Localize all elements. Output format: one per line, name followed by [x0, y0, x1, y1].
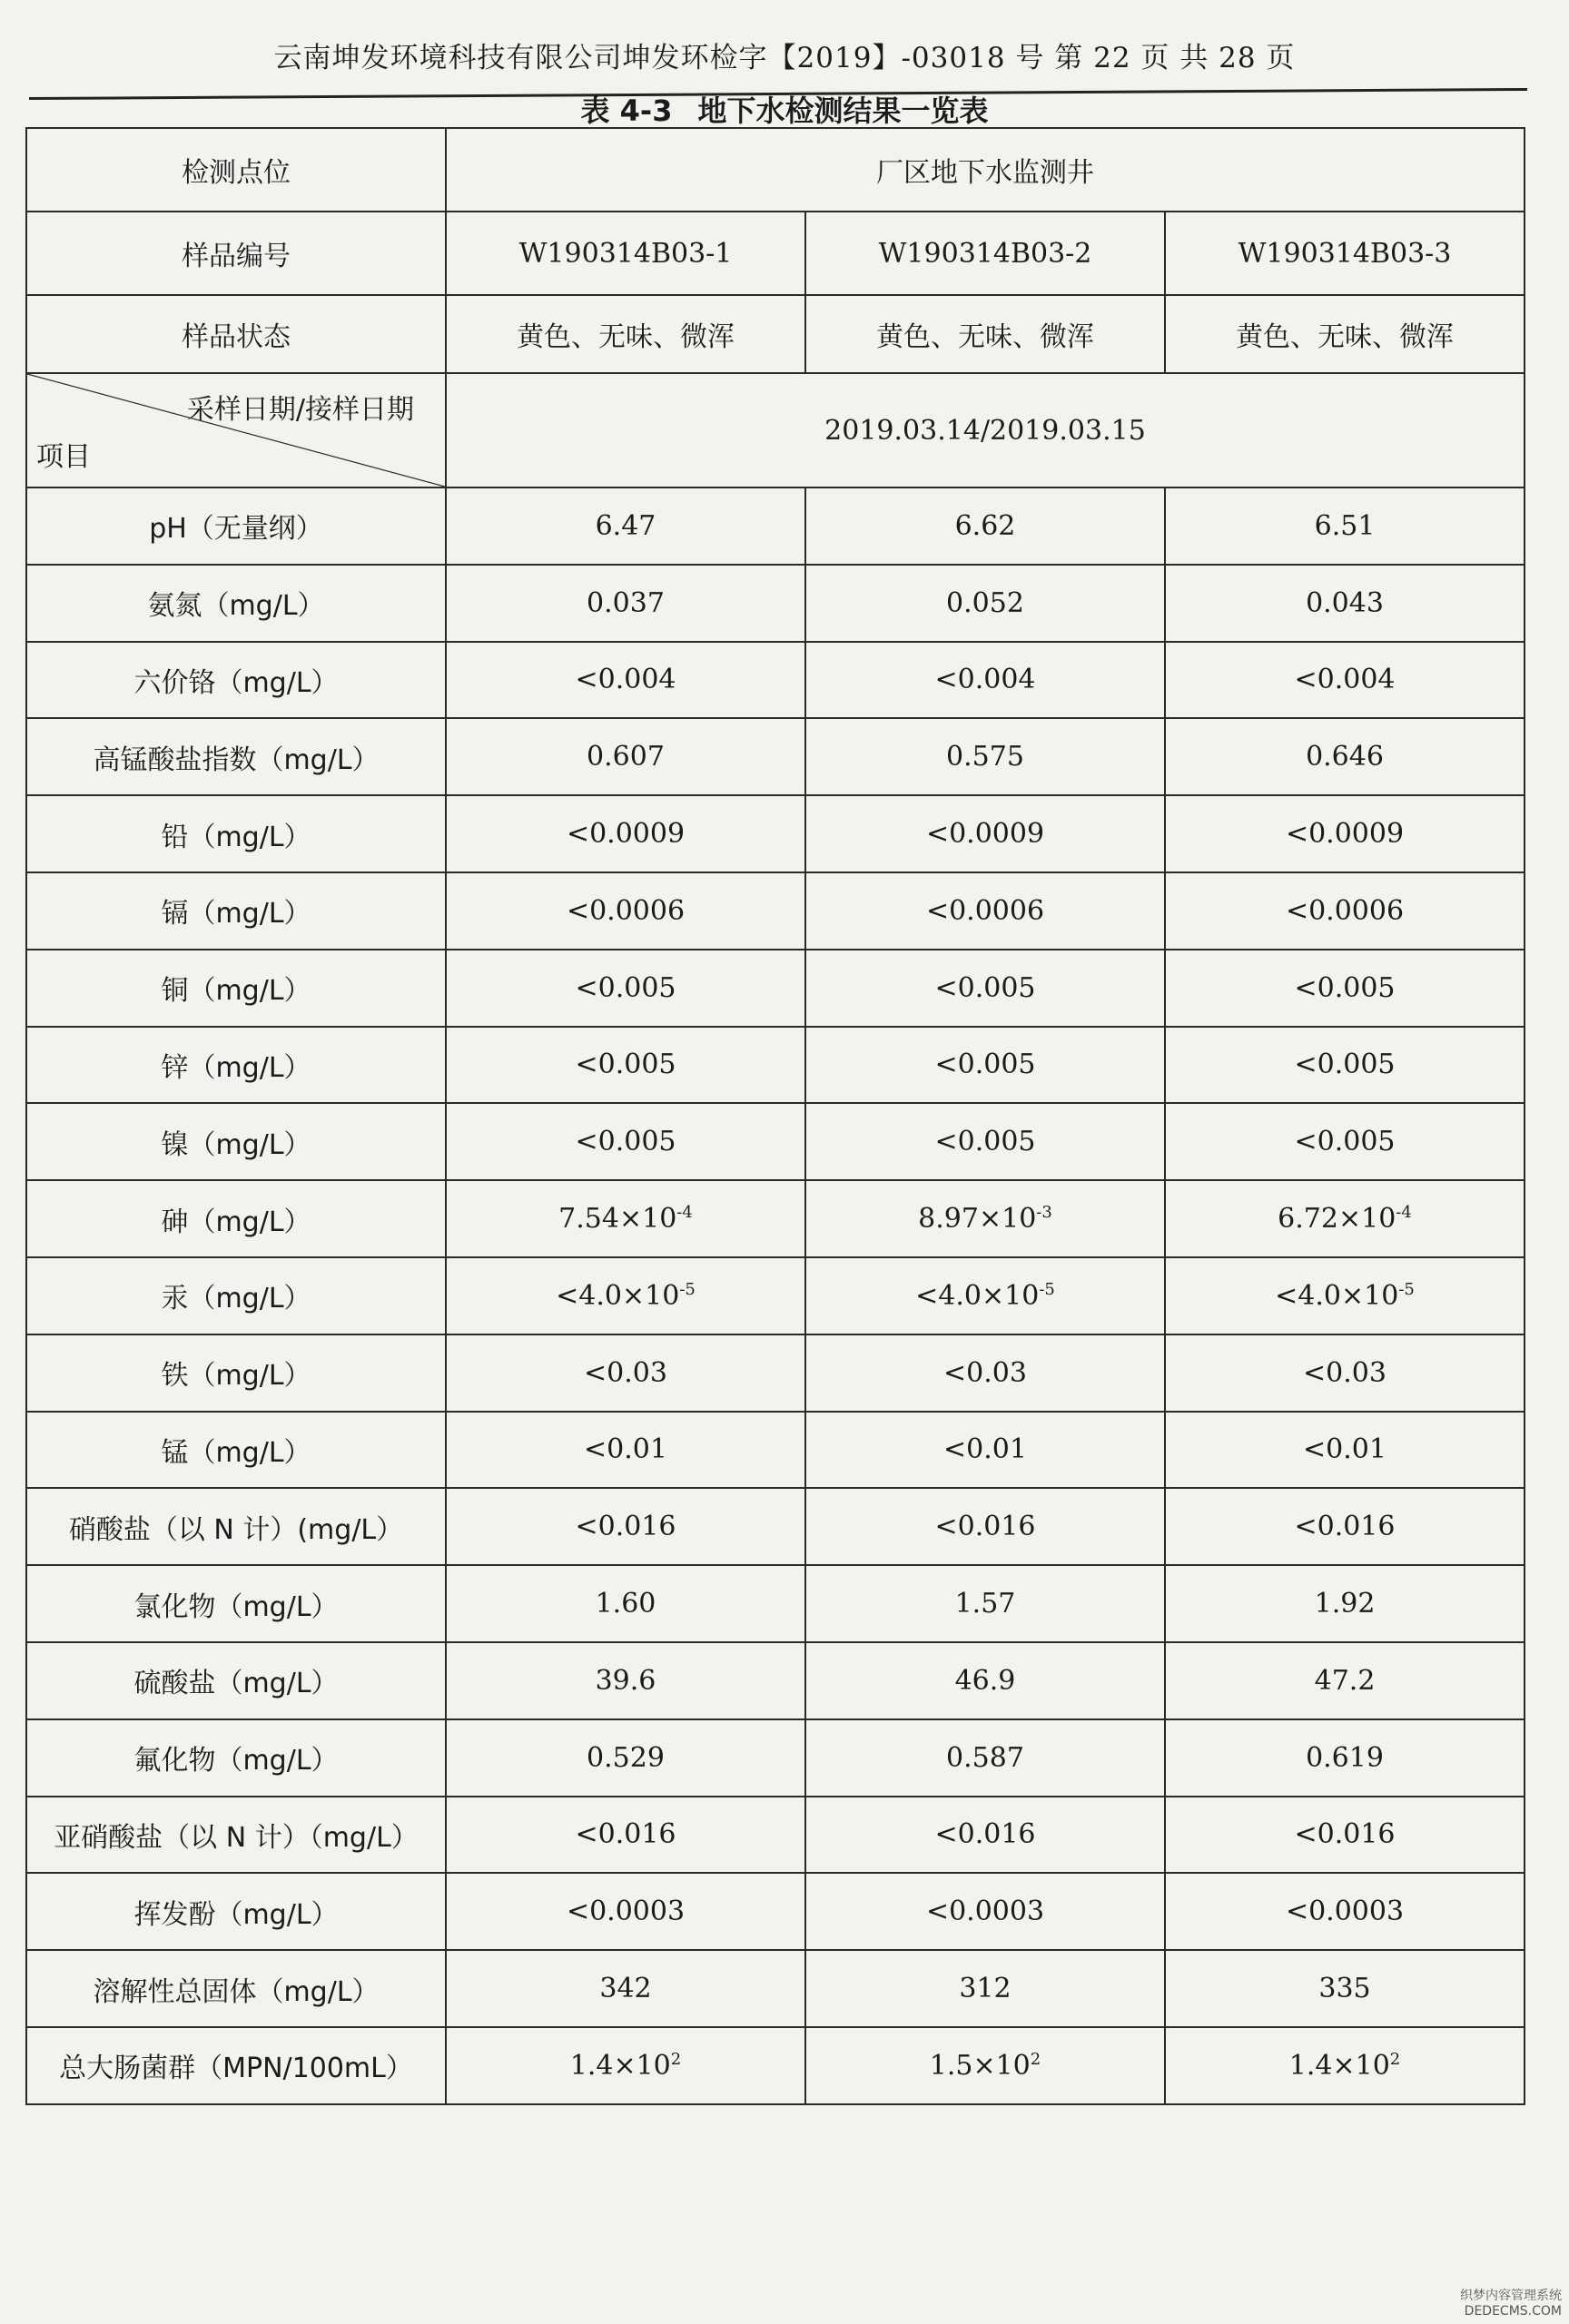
table-number: 表 4-3 [580, 94, 673, 128]
result-value [446, 950, 805, 1027]
value-text: 1.57 [954, 1588, 1016, 1620]
value-text: <0.0006 [1285, 894, 1405, 927]
results-table [25, 127, 1525, 2105]
value-text: <0.0009 [925, 818, 1045, 851]
sample-no-3: W190314B03-3 [1165, 212, 1525, 295]
table-row [26, 1103, 1525, 1180]
value-text: 6.72×10 [1278, 1203, 1396, 1236]
value-text: <0.005 [575, 1049, 676, 1081]
table-row [26, 872, 1525, 950]
table-row [26, 2027, 1525, 2104]
result-value [805, 795, 1165, 872]
result-value [446, 1950, 805, 2027]
value-text: <0.0003 [925, 1896, 1045, 1928]
item-name: pH（无量纲） [26, 487, 446, 565]
value-exponent: 2 [670, 2049, 682, 2069]
value-text: <0.004 [575, 664, 676, 696]
value-text: <0.005 [575, 971, 676, 1004]
result-value [1165, 718, 1525, 795]
value-text: 0.607 [587, 741, 665, 773]
value-text: 342 [599, 1973, 652, 2005]
item-name: 锰（mg/L） [26, 1412, 446, 1489]
item-name: 亚硝酸盐（以 N 计）（mg/L） [26, 1797, 446, 1874]
result-value [446, 1797, 805, 1874]
value-text: <0.016 [1294, 1818, 1396, 1851]
value-text: <0.005 [1294, 1049, 1396, 1081]
table-row [26, 1797, 1525, 1874]
result-value [805, 487, 1165, 565]
result-value [1165, 1027, 1525, 1104]
table-row [26, 1950, 1525, 2027]
value-text: 0.619 [1306, 1741, 1384, 1774]
value-exponent: 2 [1389, 2049, 1401, 2069]
result-value [446, 718, 805, 795]
result-value [805, 1565, 1165, 1642]
result-value [805, 642, 1165, 719]
item-name: 硫酸盐（mg/L） [26, 1642, 446, 1719]
table-row [26, 1412, 1525, 1489]
state-3: 黄色、无味、微浑 [1165, 295, 1525, 373]
table-row [26, 718, 1525, 795]
result-value [446, 1873, 805, 1950]
result-value [446, 1027, 805, 1104]
result-value [1165, 1257, 1525, 1334]
table-row [26, 950, 1525, 1027]
table-row [26, 1642, 1525, 1719]
result-value [1165, 872, 1525, 950]
value-exponent: -4 [1396, 1203, 1412, 1223]
value-text: 0.052 [946, 586, 1024, 619]
value-text: <0.005 [1294, 1126, 1396, 1158]
value-text: 0.043 [1306, 586, 1384, 619]
value-text: <0.03 [1303, 1356, 1386, 1389]
value-text: <0.0009 [566, 818, 686, 851]
result-value [805, 1873, 1165, 1950]
value-text: 6.51 [1314, 509, 1376, 542]
watermark [1460, 2286, 1562, 2319]
value-text: <0.005 [934, 1126, 1036, 1158]
result-value [446, 1103, 805, 1180]
value-text: <0.004 [934, 664, 1036, 696]
value-text: <0.016 [934, 1511, 1036, 1543]
value-text: <0.0006 [566, 894, 686, 927]
value-text: <0.016 [575, 1511, 676, 1543]
table-row [26, 1257, 1525, 1334]
value-exponent: -5 [1039, 1279, 1055, 1299]
result-value [1165, 795, 1525, 872]
value-text: 1.60 [595, 1588, 656, 1620]
item-name: 铅（mg/L） [26, 795, 446, 872]
value-text: <0.016 [934, 1818, 1036, 1851]
result-value [446, 872, 805, 950]
value-text: <0.0009 [1285, 818, 1405, 851]
item-name: 汞（mg/L） [26, 1257, 446, 1334]
result-value [446, 642, 805, 719]
value-text: <4.0×10 [915, 1279, 1040, 1312]
value-exponent: -5 [679, 1279, 696, 1299]
item-name: 铜（mg/L） [26, 950, 446, 1027]
result-value [805, 1719, 1165, 1797]
result-value [1165, 565, 1525, 642]
item-name: 砷（mg/L） [26, 1180, 446, 1257]
result-value [446, 1488, 805, 1565]
value-text: <0.03 [943, 1356, 1027, 1389]
value-text: <0.01 [943, 1433, 1027, 1466]
result-value [805, 1950, 1165, 2027]
result-value [1165, 1488, 1525, 1565]
value-text: <4.0×10 [556, 1279, 680, 1312]
value-text: 1.4×10 [1288, 2049, 1390, 2082]
result-value [1165, 1103, 1525, 1180]
sample-no-2: W190314B03-2 [805, 212, 1165, 295]
result-value [446, 1719, 805, 1797]
value-text: 0.037 [587, 586, 665, 619]
result-value [1165, 1797, 1525, 1874]
value-text: 46.9 [954, 1664, 1016, 1697]
value-text: 335 [1318, 1973, 1371, 2005]
date-label: 采样日期/接样日期 [186, 394, 414, 426]
page-header: 云南坤发环境科技有限公司坤发环检字【2019】-03018 号 第 22 页 共 28 页 [273, 42, 1296, 74]
result-value [805, 1027, 1165, 1104]
value-text: <0.01 [584, 1433, 667, 1466]
point-value: 厂区地下水监测井 [446, 128, 1525, 212]
result-value [805, 1412, 1165, 1489]
table-row [26, 565, 1525, 642]
item-name: 六价铬（mg/L） [26, 642, 446, 719]
result-value [805, 718, 1165, 795]
value-text: <0.016 [1294, 1511, 1396, 1543]
table-row [26, 1334, 1525, 1412]
value-text: 1.92 [1314, 1588, 1376, 1620]
value-text: 0.529 [587, 1741, 665, 1774]
value-text: <0.005 [575, 1126, 676, 1158]
result-value [1165, 487, 1525, 565]
item-name: 硝酸盐（以 N 计）(mg/L） [26, 1488, 446, 1565]
table-row [26, 642, 1525, 719]
watermark-line1: 织梦内容管理系统 [1460, 2289, 1562, 2303]
table-row [26, 1719, 1525, 1797]
table-row [26, 1180, 1525, 1257]
state-row [26, 295, 1525, 373]
value-text: 1.5×10 [929, 2049, 1031, 2082]
item-name: 镉（mg/L） [26, 872, 446, 950]
point-label: 检测点位 [26, 128, 446, 212]
table-row [26, 1565, 1525, 1642]
item-name: 镍（mg/L） [26, 1103, 446, 1180]
result-value [446, 487, 805, 565]
value-exponent: 2 [1030, 2049, 1041, 2069]
state-1: 黄色、无味、微浑 [446, 295, 805, 373]
state-2: 黄色、无味、微浑 [805, 295, 1165, 373]
value-exponent: -3 [1036, 1203, 1052, 1223]
result-value [446, 1257, 805, 1334]
result-value [805, 872, 1165, 950]
item-label: 项目 [36, 441, 91, 473]
value-text: 47.2 [1314, 1664, 1376, 1697]
result-value [1165, 1642, 1525, 1719]
value-text: 312 [959, 1973, 1011, 2005]
result-value [1165, 642, 1525, 719]
value-text: 8.97×10 [918, 1203, 1037, 1236]
item-name: 高锰酸盐指数（mg/L） [26, 718, 446, 795]
item-name: 溶解性总固体（mg/L） [26, 1950, 446, 2027]
value-text: 39.6 [595, 1664, 656, 1697]
table-row [26, 795, 1525, 872]
result-value [446, 1412, 805, 1489]
value-text: <0.03 [584, 1356, 667, 1389]
result-value [446, 1642, 805, 1719]
result-value [446, 565, 805, 642]
value-text: <0.0003 [566, 1896, 686, 1928]
item-name: 氟化物（mg/L） [26, 1719, 446, 1797]
value-exponent: -4 [676, 1203, 693, 1223]
item-name: 挥发酚（mg/L） [26, 1873, 446, 1950]
table-row [26, 1873, 1525, 1950]
item-name: 锌（mg/L） [26, 1027, 446, 1104]
result-value [1165, 1334, 1525, 1412]
result-value [1165, 1950, 1525, 2027]
result-value [446, 1334, 805, 1412]
table-row [26, 1488, 1525, 1565]
date-value: 2019.03.14/2019.03.15 [446, 373, 1525, 487]
value-text: <0.004 [1294, 664, 1396, 696]
result-value [1165, 2027, 1525, 2104]
result-value [805, 565, 1165, 642]
value-text: <0.01 [1303, 1433, 1386, 1466]
sample-no-row [26, 212, 1525, 295]
table-row [26, 1027, 1525, 1104]
result-value [1165, 1565, 1525, 1642]
value-text: 0.587 [946, 1741, 1024, 1774]
value-text: 6.47 [595, 509, 656, 542]
table-title [0, 88, 1569, 130]
result-value [805, 1642, 1165, 1719]
sample-no-label: 样品编号 [26, 212, 446, 295]
item-name: 铁（mg/L） [26, 1334, 446, 1412]
result-value [805, 1257, 1165, 1334]
state-label: 样品状态 [26, 295, 446, 373]
value-text: 6.62 [954, 509, 1016, 542]
table-name: 地下水检测结果一览表 [697, 94, 989, 128]
result-value [1165, 1412, 1525, 1489]
result-value [805, 1180, 1165, 1257]
result-value [805, 950, 1165, 1027]
result-value [446, 1180, 805, 1257]
result-value [446, 795, 805, 872]
date-row [26, 373, 1525, 487]
result-value [805, 2027, 1165, 2104]
value-text: <0.005 [934, 1049, 1036, 1081]
result-value [1165, 1873, 1525, 1950]
value-text: 7.54×10 [558, 1203, 677, 1236]
item-name: 氨氮（mg/L） [26, 565, 446, 642]
value-text: <0.0006 [925, 894, 1045, 927]
result-value [446, 2027, 805, 2104]
value-exponent: -5 [1398, 1279, 1415, 1299]
item-name: 总大肠菌群（MPN/100mL） [26, 2027, 446, 2104]
result-value [1165, 1719, 1525, 1797]
value-text: <0.005 [1294, 971, 1396, 1004]
diagonal-header-cell [26, 373, 446, 487]
value-text: 0.646 [1306, 741, 1384, 773]
result-value [805, 1103, 1165, 1180]
result-value [805, 1488, 1165, 1565]
result-value [1165, 1180, 1525, 1257]
table-row [26, 487, 1525, 565]
value-text: 0.575 [946, 741, 1024, 773]
value-text: <4.0×10 [1275, 1279, 1399, 1312]
value-text: <0.0003 [1285, 1896, 1405, 1928]
point-row [26, 128, 1525, 212]
value-text: 1.4×10 [569, 2049, 671, 2082]
result-value [805, 1334, 1165, 1412]
value-text: <0.005 [934, 971, 1036, 1004]
item-name: 氯化物（mg/L） [26, 1565, 446, 1642]
result-value [1165, 950, 1525, 1027]
result-value [446, 1565, 805, 1642]
sample-no-1: W190314B03-1 [446, 212, 805, 295]
value-text: <0.016 [575, 1818, 676, 1851]
result-value [805, 1797, 1165, 1874]
watermark-line2: DEDECMS.COM [1464, 2304, 1562, 2319]
